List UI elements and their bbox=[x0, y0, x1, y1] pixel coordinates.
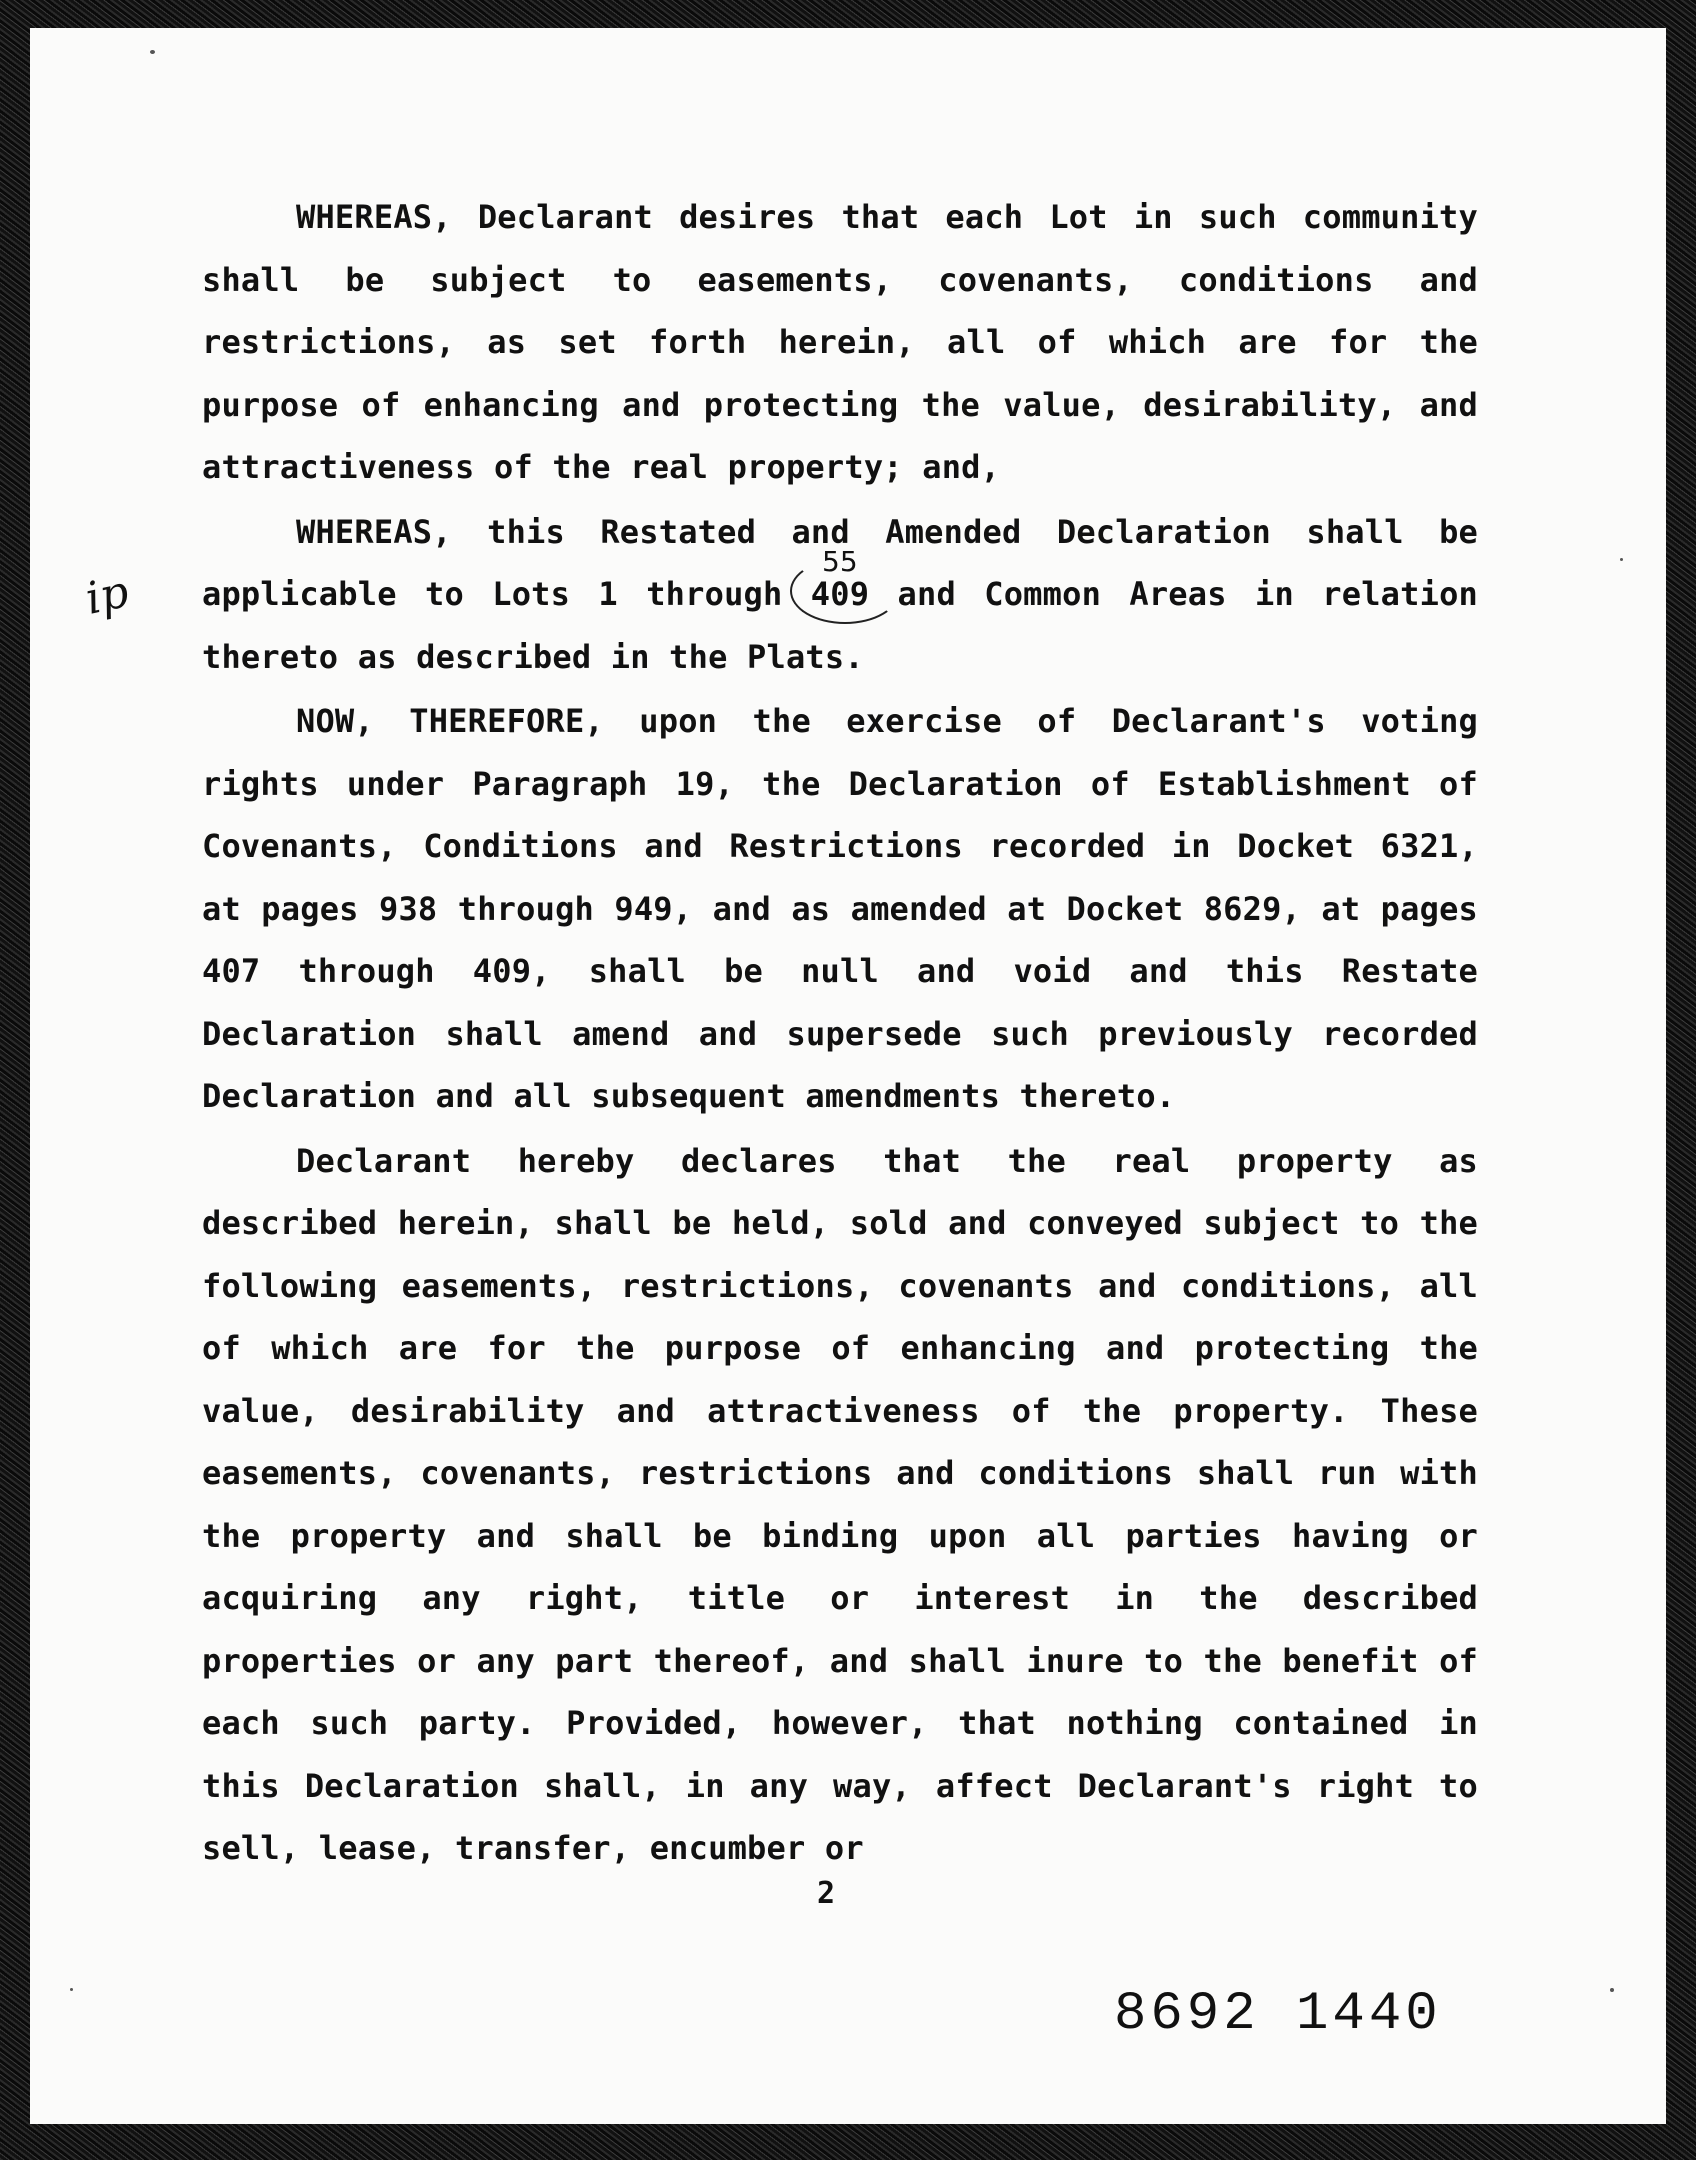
handwritten-correction: 55 bbox=[822, 545, 858, 578]
handwritten-initials: ip bbox=[81, 566, 134, 625]
paragraph-declaration: Declarant hereby declares that the real property as described herein, shall be held, sold and conveyed subject to the following easements, restrictions, covenants and conditions, all of which are for the purpose of enhancing and protecting the value, desirability and attractiveness of the property. These easements, covenants, restrictions and conditions shall run with the property and shall be binding upon all parties having or acquiring any right, title or interest in the described properties or any part thereof, and shall inure to the benefit of each such party. Provided, however, that nothing contained in this Declaration shall, in any way, affect Declarant's right to sell, lease, transfer, encumber or bbox=[202, 1141, 1478, 1867]
document-body bbox=[202, 186, 1478, 1882]
page-number: 2 bbox=[816, 1876, 836, 1911]
paragraph-now-therefore: NOW, THEREFORE, upon the exercise of Declarant's voting rights under Paragraph 19, the Declaration of Establishment of Covenants, Conditions and Restrictions recorded in Docket 6321, at pages 938 through 949, and as amended at Docket 8629, at pages 407 through 409, shall be null and void and this Restate Declaration shall amend and supersede such previously recorded Declaration and all subsequent amendments thereto. bbox=[202, 702, 1478, 1115]
paragraph-whereas-1: WHEREAS, Declarant desires that each Lot in such community shall be subject to easements, covenants, conditions and restrictions, as set forth herein, all of which are for the purpose of enhancing and protecting the value, desirability, and attractiveness of the real property; and, bbox=[202, 198, 1478, 486]
paragraph-whereas-2: WHEREAS, this Restated and Amended Declaration shall be applicable to Lots 1 through 409 and Common Areas in relation thereto as described in the Plats. bbox=[202, 512, 1478, 676]
docket-stamp: 8692 1440 bbox=[1114, 1984, 1442, 2045]
